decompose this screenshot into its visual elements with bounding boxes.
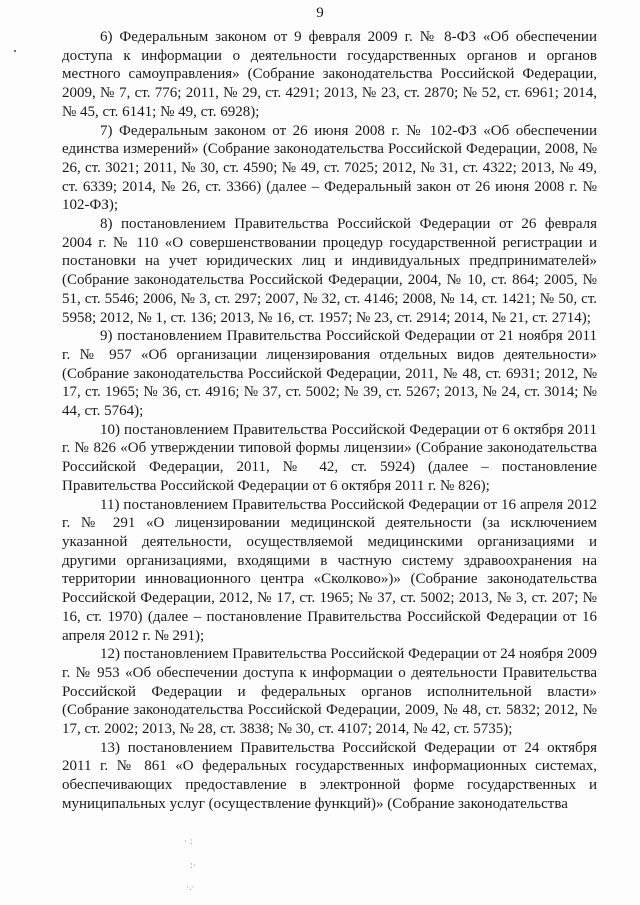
list-item-9: 9) постановлением Правительства Российской Федерации от 21 ноября 2011 г. № 957 «Об организации лицензирования отдельных видов деятельности» (Собрание законодательства Российской Федерации, 2011, № 48, ст. 6931; 2012, № 17, ст. 1965; № 36, ст. 4916; № 37, ст. 5002; № 39, ст. 5267; 2013, № 24, ст. 3014; № 44, ст. 5764); bbox=[62, 328, 597, 420]
list-item-6: 6) Федеральным законом от 9 февраля 2009 г. № 8-ФЗ «Об обеспечении доступа к информации о деятельности государственных органов и органов местного самоуправления» (Собрание законодательства Российской Федерации, 2009, № 7, ст. 776; 2011, № 29, ст. 4291; 2013, № 23, ст. 2870; № 52, ст. 6961; 2014, № 45, ст. 6141; № 49, ст. 6928); bbox=[62, 29, 597, 120]
scan-artifact-mark: :· bbox=[190, 861, 196, 871]
list-item-7: 7) Федеральным законом от 26 июня 2008 г. № 102-ФЗ «Об обеспечении единства измерений» (Собрание законодательства Российской Федерации, 2008, № 26, ст. 3021; 2011, № 30, ст. 4590; № 49, ст. 7025; 2012, № 31, ст. 4322; 2013, № 49, ст. 6339; 2014, № 26, ст. 3366) (далее – Федеральный закон от 26 июня 2008 г. № 102-ФЗ); bbox=[62, 122, 597, 214]
scan-artifact-mark: ·.· bbox=[186, 883, 195, 893]
scan-artifact-dot bbox=[14, 50, 16, 52]
document-body bbox=[62, 28, 597, 814]
page-number: 9 bbox=[316, 5, 324, 21]
list-item-8: 8) постановлением Правительства Российской Федерации от 26 февраля 2004 г. № 110 «О совершенствовании процедур государственной регистрации и постановки на учет юридических лиц и индивидуальных предпринимателей» (Собрание законодательства Российской Федерации, 2004, № 10, ст. 864; 2005, № 51, ст. 5546; 2006, № 3, ст. 297; 2007, № 32, ст. 4146; 2008, № 14, ст. 1421; № 50, ст. 5958; 2012, № 1, ст. 136; 2013, № 16, ст. 1957; № 23, ст. 2914; 2014, № 21, ст. 2714); bbox=[62, 216, 597, 326]
list-item-10: 10) постановлением Правительства Российской Федерации от 6 октября 2011 г. № 826 «Об утверждении типовой формы лицензии» (Собрание законодательства Российской Федерации, 2011, № 42, ст. 5924) (далее – постановление Правительства Российской Федерации от 6 октября 2011 г. № 826); bbox=[62, 421, 597, 494]
list-item-11: 11) постановлением Правительства Российской Федерации от 16 апреля 2012 г. № 291 «О лицензировании медицинской деятельности (за исключением указанной деятельности, осуществляемой медицинскими организациями и другими организациями, входящими в частную систему здравоохранения на территории инновационного центра «Сколково»)» (Собрание законодательства Российской Федерации, 2012, № 17, ст. 1965; № 37, ст. 5002; 2013, № 3, ст. 207; № 16, ст. 1970) (далее – постановление Правительства Российской Федерации от 16 апреля 2012 г. № 291); bbox=[62, 496, 597, 644]
scan-artifact-mark: · : bbox=[184, 837, 193, 847]
list-item-12: 12) постановлением Правительства Российской Федерации от 24 ноября 2009 г. № 953 «Об обеспечении доступа к информации о деятельности Правительства Российской Федерации и федеральных органов исполнительной власти» (Собрание законодательства Российской Федерации, 2009, № 48, ст. 5832; 2012, № 17, ст. 2002; 2013, № 28, ст. 3838; № 30, ст. 4107; 2014, № 42, ст. 5735); bbox=[62, 646, 597, 738]
list-item-13: 13) постановлением Правительства Российской Федерации от 24 октября 2011 г. № 861 «О федеральных государственных информационных системах, обеспечивающих предоставление в электронной форме государственных и муниципальных услуг (осуществление функций)» (Собрание законодательства bbox=[62, 739, 597, 812]
